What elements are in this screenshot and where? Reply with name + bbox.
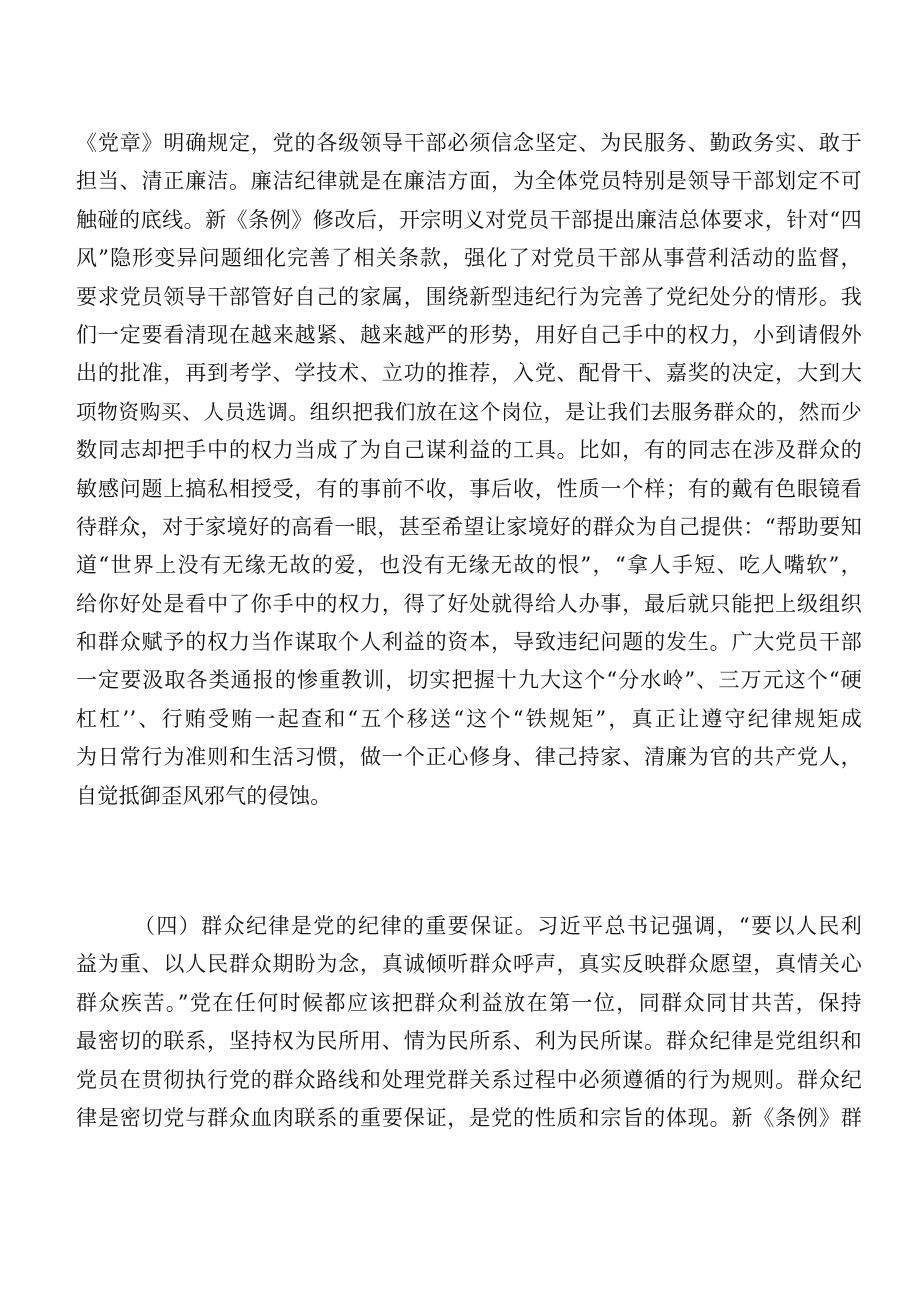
text-line: 自觉抵御歪风邪气的侵蚀。 [76, 783, 332, 808]
text-line: 为日常行为准则和生活习惯，做一个正心修身、律己持家、清廉为官的共产党人， [76, 745, 862, 770]
text-line: 们一定要看清现在越来越紧、越来越严的形势，用好自己手中的权力，小到请假外 [76, 322, 862, 347]
text-line: 道“世界上没有无缘无故的爱，也没有无缘无故的恨”，“拿人手短、吃人嘴软”， [76, 553, 862, 578]
paragraph-mass-discipline [76, 907, 862, 1137]
text-line: 杠杠’’、行贿受贿一起查和“五个移送“这个“铁规矩”，真正让遵守纪律规矩成 [76, 706, 862, 731]
text-line: 风”隐形变异问题细化完善了相关条款，强化了对党员干部从事营利活动的监督， [76, 246, 862, 271]
text-line: 益为重、以人民群众期盼为念，真诚倾听群众呼声，真实反映群众愿望，真情关心 [76, 952, 862, 977]
text-line: 项物资购买、人员选调。组织把我们放在这个岗位，是让我们去服务群众的，然而少 [76, 399, 862, 424]
text-line: 党员在贯彻执行党的群众路线和处理党群关系过程中必须遵循的行为规则。群众纪 [76, 1067, 862, 1092]
text-line: 触碰的底线。新《条例》修改后，开宗明义对党员干部提出廉洁总体要求，针对“四 [76, 207, 862, 232]
text-line: 最密切的联系，坚持权为民所用、情为民所系、利为民所谋。群众纪律是党组织和 [76, 1029, 862, 1054]
paragraph-integrity-discipline [76, 124, 862, 815]
text-line: 担当、清正廉洁。廉洁纪律就是在廉洁方面，为全体党员特别是领导干部划定不可 [76, 169, 862, 194]
text-line: 和群众赋予的权力当作谋取个人利益的资本，导致违纪问题的发生。广大党员干部 [76, 630, 862, 655]
text-line: 《党章》明确规定，党的各级领导干部必须信念坚定、为民服务、勤政务实、敢于 [76, 131, 862, 155]
text-line-indented: （四）群众纪律是党的纪律的重要保证。习近平总书记强调，“要以人民利 [134, 914, 862, 938]
text-line: 数同志却把手中的权力当成了为自己谋利益的工具。比如，有的同志在涉及群众的 [76, 438, 862, 463]
text-line: 群众疾苦。”党在任何时候都应该把群众利益放在第一位，同群众同甘共苦，保持 [76, 990, 862, 1015]
text-line: 敏感问题上搞私相授受，有的事前不收，事后收，性质一个样；有的戴有色眼镜看 [76, 476, 862, 501]
text-line: 待群众，对于家境好的高看一眼，甚至希望让家境好的群众为自己提供：“帮助要知 [76, 514, 862, 539]
text-line: 要求党员领导干部管好自己的家属，围绕新型违纪行为完善了党纪处分的情形。我 [76, 284, 862, 309]
text-line: 一定要汲取各类通报的惨重教训，切实把握十九大这个“分水岭”、三万元这个“硬 [76, 668, 862, 693]
text-line: 出的批准，再到考学、学技术、立功的推荐，入党、配骨干、嘉奖的决定，大到大 [76, 361, 862, 386]
text-line: 律是密切党与群众血肉联系的重要保证，是党的性质和宗旨的体现。新《条例》群 [76, 1105, 862, 1130]
text-line: 给你好处是看中了你手中的权力，得了好处就得给人办事，最后就只能把上级组织 [76, 591, 862, 616]
